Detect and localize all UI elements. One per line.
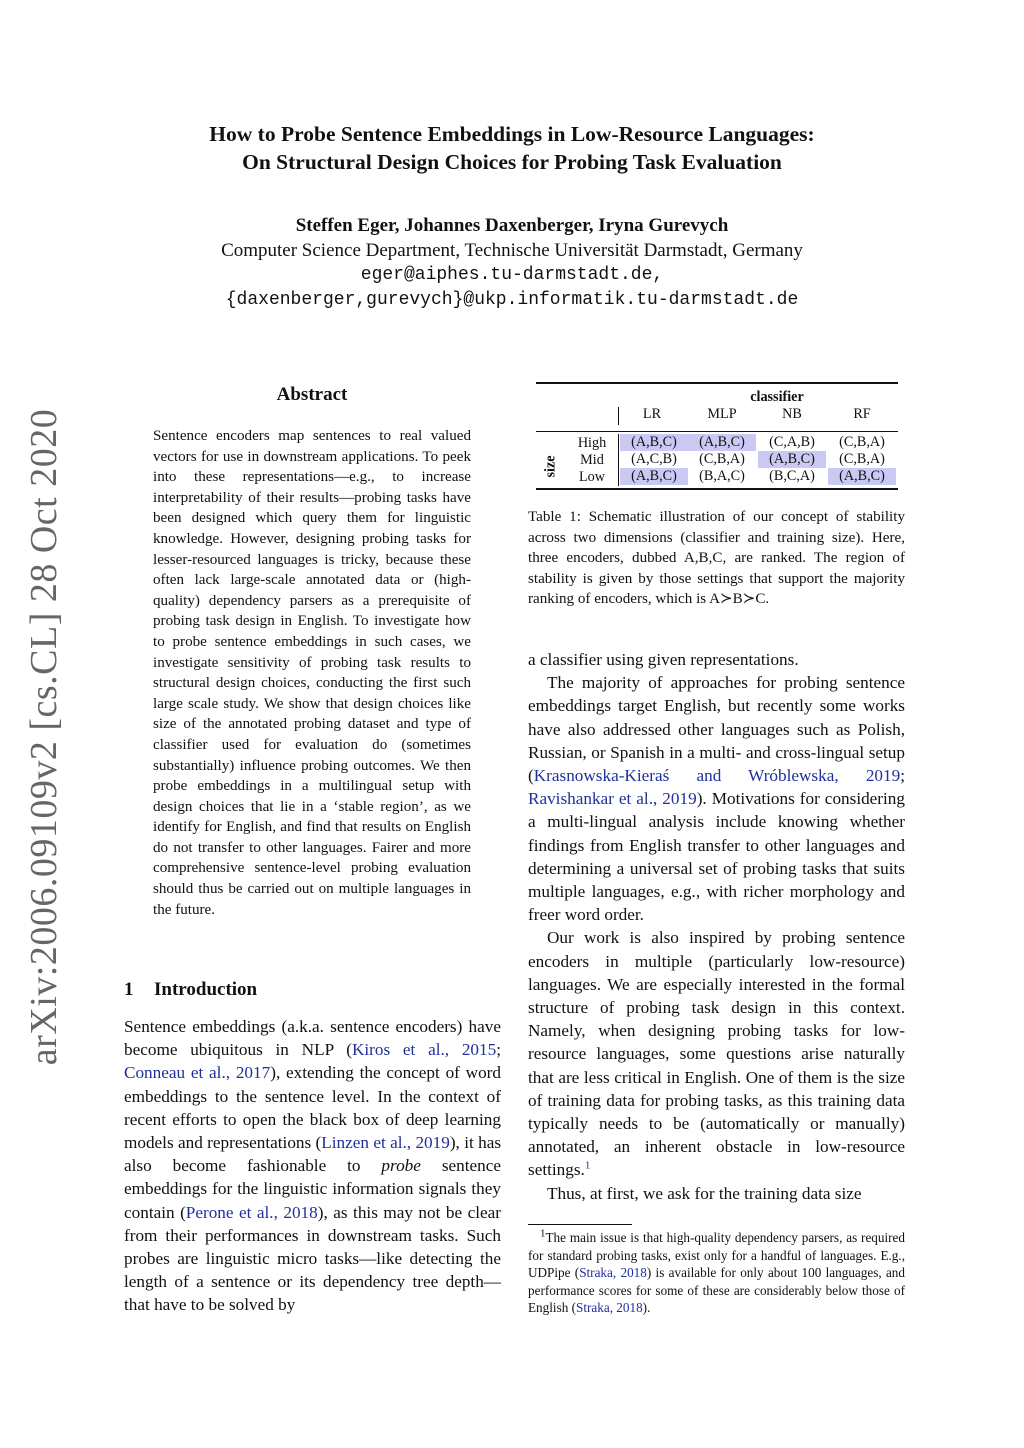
section-heading — [124, 979, 257, 1001]
email-line-1: eger@aiphes.tu-darmstadt.de, — [360, 265, 664, 285]
table-side-header: size — [542, 455, 559, 478]
paragraph-our-work — [528, 926, 905, 1181]
table-cell: (C,B,A) — [839, 434, 885, 450]
intro-text: Sentence embeddings (a.k.a. sentence encoders) have become ubiquitous in NLP ( — [124, 1017, 501, 1060]
title-line-2: On Structural Design Choices for Probing Task Evaluation — [242, 150, 782, 174]
table-cell: (C,A,B) — [769, 434, 815, 450]
intro-text: ), as this may not be clear from their performances in downstream tasks. Such probes are linguistic micro tasks—like detecting the length of a sentence or its dependency tree depth—that have to be solved by — [124, 1202, 501, 1315]
body-text: The majority of approaches for probing sentence embeddings target English, but recently some works have also addressed other languages such as Polish, Russian, or Spanish in a multi- and cross-lingual setup ( — [528, 673, 905, 786]
column-header-lr: LR — [642, 406, 662, 422]
table-caption: Table 1: Schematic illustration of our concept of stability across two dimensions (classifier and training size). Here, three encoders, dubbed A,B,C, are ranked. The region of stability is given by those settings that support the majority ranking of encoders, which is A≻B≻C. — [528, 509, 905, 608]
table-cell: (A,B,C) — [620, 434, 688, 451]
table-cell: (B,C,A) — [769, 468, 815, 484]
intro-text: ; — [496, 1040, 501, 1060]
table-cell: (C,B,A) — [699, 451, 745, 467]
table-cell: (A,B,C) — [688, 434, 756, 451]
intro-text: ), extending the concept of word embeddings to the sentence level. In the context of recent efforts to open the black box of deep learning models and representations ( — [124, 1063, 501, 1153]
right-column-text — [528, 648, 905, 1205]
author-block — [0, 213, 1024, 313]
citation-link[interactable]: Linzen et al., 2019 — [321, 1133, 450, 1153]
affiliation: Computer Science Department, Technische Universität Darmstadt, Germany — [221, 240, 803, 261]
citation-link[interactable]: Straka, 2018 — [576, 1300, 643, 1315]
column-header-mlp: MLP — [707, 406, 737, 422]
body-text: Our work is also inspired by probing sentence encoders in multiple (particularly low-resource) languages. We are especially interested in the formal structure of probing task design in this context. Namely, when designing probing tasks for low-resource languages, some questions arise naturally that are less critical in English. One of them is the size of training data for probing tasks, as this training data typically needs to be (automatically or manually) annotated, an inherent obstacle in low-resource settings. — [528, 928, 905, 1180]
paper-title — [0, 120, 1024, 176]
table-mid-rule — [536, 431, 898, 432]
table-bottom-rule — [536, 488, 898, 490]
table-grid — [536, 384, 898, 488]
paragraph-majority — [528, 671, 905, 926]
column-header-rf: RF — [853, 406, 871, 422]
table-cell: (A,C,B) — [631, 451, 677, 467]
citation-link[interactable]: Kiros et al., 2015 — [351, 1040, 497, 1060]
table-cell: (A,B,C) — [758, 451, 826, 468]
abstract-text: Sentence encoders map sentences to real valued vectors for use in downstream applications. To peek into these representations—e.g., to increase interpretability of their results—probing tasks have been designed which query them for linguistic knowledge. However, designing probing tasks for lesser-resourced languages is tricky, because these often lack large-scale annotated data or (high-quality) dependency parsers as a prerequisite of probing task design in English. To investigate how to probe sentence embeddings in such cases, we investigate sensitivity of probing task results to structural design choices, conducting the first such large scale study. We show that design choices like size of the annotated probing dataset and type of classifier used for evaluation do (sometimes substantially) influence probing outcomes. We then probe embeddings in a multilingual setup with design choices that lie in a ‘stable region’, as we identify for English, and find that results on English do not transfer to other languages. Fairer and more comprehensive sentence-level probing evaluation should thus be carried out on multiple languages in the future. — [153, 428, 471, 918]
intro-text: ), it has also become fashionable to — [124, 1133, 502, 1176]
intro-paragraph — [124, 1015, 501, 1317]
continuation-line: a classifier using given representations. — [528, 650, 799, 669]
row-label-high: High — [577, 435, 607, 451]
footnote-text: ) is available for only about 100 languages, and performance scores for some of these are considerably below those of English ( — [528, 1265, 905, 1315]
paragraph-thus: Thus, at first, we ask for the training data size — [547, 1183, 862, 1203]
citation-link[interactable]: Conneau et al., 2017 — [124, 1063, 271, 1083]
abstract-heading: Abstract — [276, 384, 348, 405]
citation-link[interactable]: Straka, 2018 — [579, 1265, 647, 1280]
footnote-text: ). — [642, 1300, 651, 1315]
intro-text: sentence embeddings for the linguistic information signals they contain ( — [124, 1156, 501, 1222]
arxiv-identifier: arXiv:2006.09109v2 [cs.CL] 28 Oct 2020 — [23, 408, 65, 1066]
section-number: 1 — [124, 979, 134, 1000]
title-line-1: How to Probe Sentence Embeddings in Low-Resource Languages: — [209, 122, 815, 146]
author-names: Steffen Eger, Johannes Daxenberger, Iryna Gurevych — [295, 215, 729, 236]
citation-link[interactable]: Perone et al., 2018 — [185, 1202, 318, 1222]
section-title: Introduction — [154, 979, 258, 1000]
footnote-marker[interactable]: 1 — [584, 1159, 591, 1172]
table-1 — [536, 382, 898, 490]
footnote — [528, 1229, 905, 1317]
body-text: ). Motivations for considering a multi-lingual analysis include knowing whether findings from English transfer to other languages and determining a universal set of probing tasks that suits multiple languages, e.g., with richer morphology and freer word order. — [528, 789, 905, 925]
email-line-2: {daxenberger,gurevych}@ukp.informatik.tu-darmstadt.de — [225, 290, 799, 310]
footnote-rule — [528, 1224, 632, 1225]
table-cell: (B,A,C) — [699, 468, 745, 484]
footnote-text: The main issue is that high-quality dependency parsers, as required for standard probing tasks, exist only for a handful of languages. E.g., UDPipe ( — [528, 1230, 905, 1280]
table-top-header: classifier — [750, 389, 804, 405]
table-cell: (A,B,C) — [620, 468, 688, 485]
emphasis-probe: probe — [381, 1156, 421, 1176]
row-label-mid: Mid — [580, 452, 604, 468]
table-cell: (A,B,C) — [828, 468, 896, 485]
footnote-number: 1 — [540, 1227, 546, 1240]
row-label-low: Low — [578, 469, 605, 485]
citation-link[interactable]: Ravishankar et al., 2019 — [528, 789, 697, 809]
citation-link[interactable]: Krasnowska-Kieraś and Wróblewska, 2019 — [533, 766, 901, 786]
table-cell: (C,B,A) — [839, 451, 885, 467]
column-header-nb: NB — [782, 406, 802, 422]
body-divider — [618, 434, 619, 486]
body-text: ; — [900, 766, 905, 786]
